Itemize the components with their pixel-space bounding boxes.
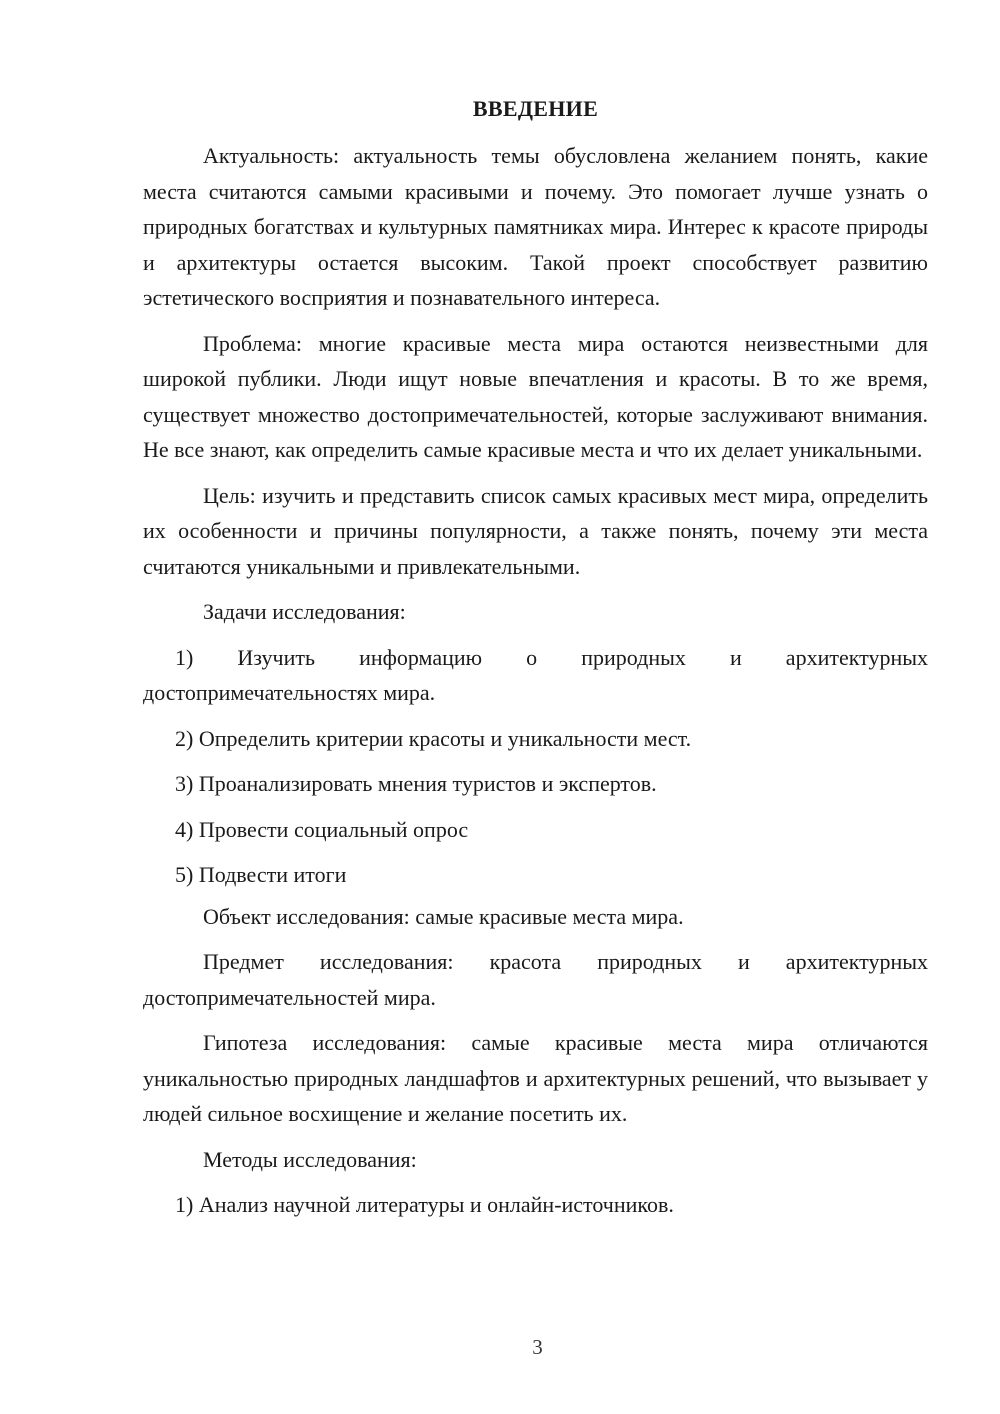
page-title: ВВЕДЕНИЕ xyxy=(472,96,599,121)
paragraph-subject: Предмет исследования: красота природных и архитектурных достопримечательностей мира. xyxy=(143,949,928,1010)
method-item-1: 1) Анализ научной литературы и онлайн-источников. xyxy=(175,1192,674,1217)
task-item-4: 4) Провести социальный опрос xyxy=(175,816,469,842)
paragraph-relevance: Актуальность: актуальность темы обусловлена желанием понять, какие места считаются самыми красивыми и почему. Это помогает лучше узнать о природных богатствах и культурных памятниках мира. Интерес к красоте природы и архитектуры остается высоким. Такой проект способствует развитию эстетического восприятия и познавательного интереса. xyxy=(143,143,928,310)
task-item-3: 3) Проанализировать мнения туристов и экспертов. xyxy=(175,771,657,796)
tasks-heading: Задачи исследования: xyxy=(203,599,406,624)
page-content xyxy=(143,94,928,1233)
paragraph-object: Объект исследования: самые красивые места мира. xyxy=(203,903,684,929)
task-item-2: 2) Определить критерии красоты и уникальности мест. xyxy=(175,725,692,751)
paragraph-problem: Проблема: многие красивые места мира остаются неизвестными для широкой публики. Люди ищут новые впечатления и красоты. В то же время, существует множество достопримечательностей, которые заслуживают внимания. Не все знают, как определить самые красивые места и что их делает уникальными. xyxy=(143,330,928,462)
task-item-1: 1) Изучить информацию о природных и архитектурных достопримечательностях мира. xyxy=(143,644,928,705)
methods-heading: Методы исследования: xyxy=(203,1146,417,1172)
page-number: 3 xyxy=(532,1335,543,1359)
paragraph-hypothesis: Гипотеза исследования: самые красивые места мира отличаются уникальностью природных ландшафтов и архитектурных решений, что вызывает у людей сильное восхищение и желание посетить их. xyxy=(143,1030,928,1126)
task-item-5: 5) Подвести итоги xyxy=(175,862,347,887)
paragraph-goal: Цель: изучить и представить список самых красивых мест мира, определить их особенности и причины популярности, а также понять, почему эти места считаются уникальными и привлекательными. xyxy=(143,482,928,579)
